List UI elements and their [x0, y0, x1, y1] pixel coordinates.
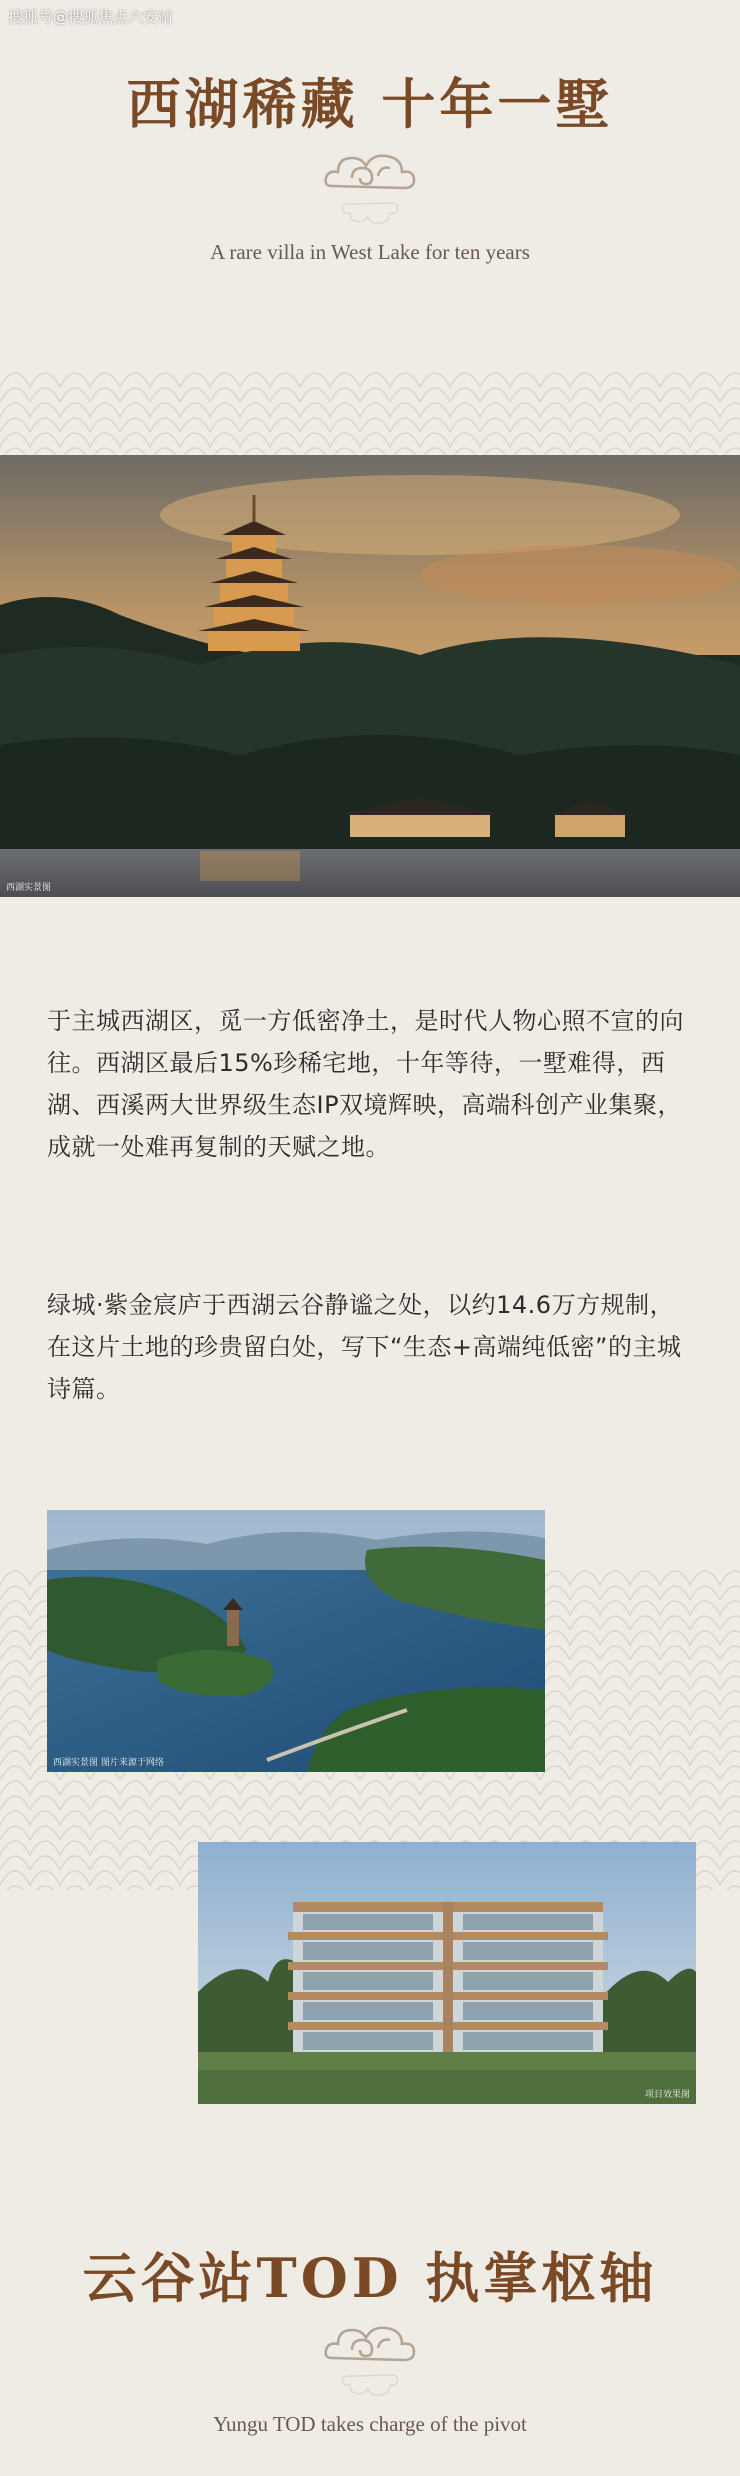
section-subtitle: Yungu TOD takes charge of the pivot [213, 2412, 527, 2436]
photo-caption: 西湖实景图 图片来源于网络 [53, 1758, 164, 1768]
project-paragraph: 绿城·紫金宸庐于西湖云谷静谧之处，以约14.6万方规制，在这片土地的珍贵留白处，写下“生态+高端纯低密”的主城诗篇。 [47, 1291, 682, 1403]
cloud-reflection-icon [322, 2370, 418, 2400]
lake-aerial-photo [47, 1510, 545, 1772]
section-title: 云谷站TOD 执掌枢轴 [82, 2246, 658, 2310]
section-title: 西湖稀藏 十年一墅 [126, 72, 614, 136]
watermark: 搜狐号@搜狐焦点六安站 [8, 8, 174, 26]
photo-caption: 西湖实景图 [6, 883, 52, 893]
auspicious-cloud-icon [322, 2320, 418, 2368]
intro-paragraph: 于主城西湖区，觅一方低密净土，是时代人物心照不宣的向往。西湖区最后15%珍稀宅地，十年等待，一墅难得，西湖、西溪两大世界级生态IP双境辉映，高端科创产业集聚，成就一处难再复制的天赋之地。 [47, 1007, 684, 1161]
building-render-photo [198, 1842, 696, 2104]
photo-caption: 项目效果图 [644, 2090, 690, 2100]
cloud-reflection-icon [322, 198, 418, 228]
pagoda-photo [0, 455, 740, 897]
auspicious-cloud-icon [322, 148, 418, 196]
section-subtitle: A rare villa in West Lake for ten years [210, 240, 530, 264]
